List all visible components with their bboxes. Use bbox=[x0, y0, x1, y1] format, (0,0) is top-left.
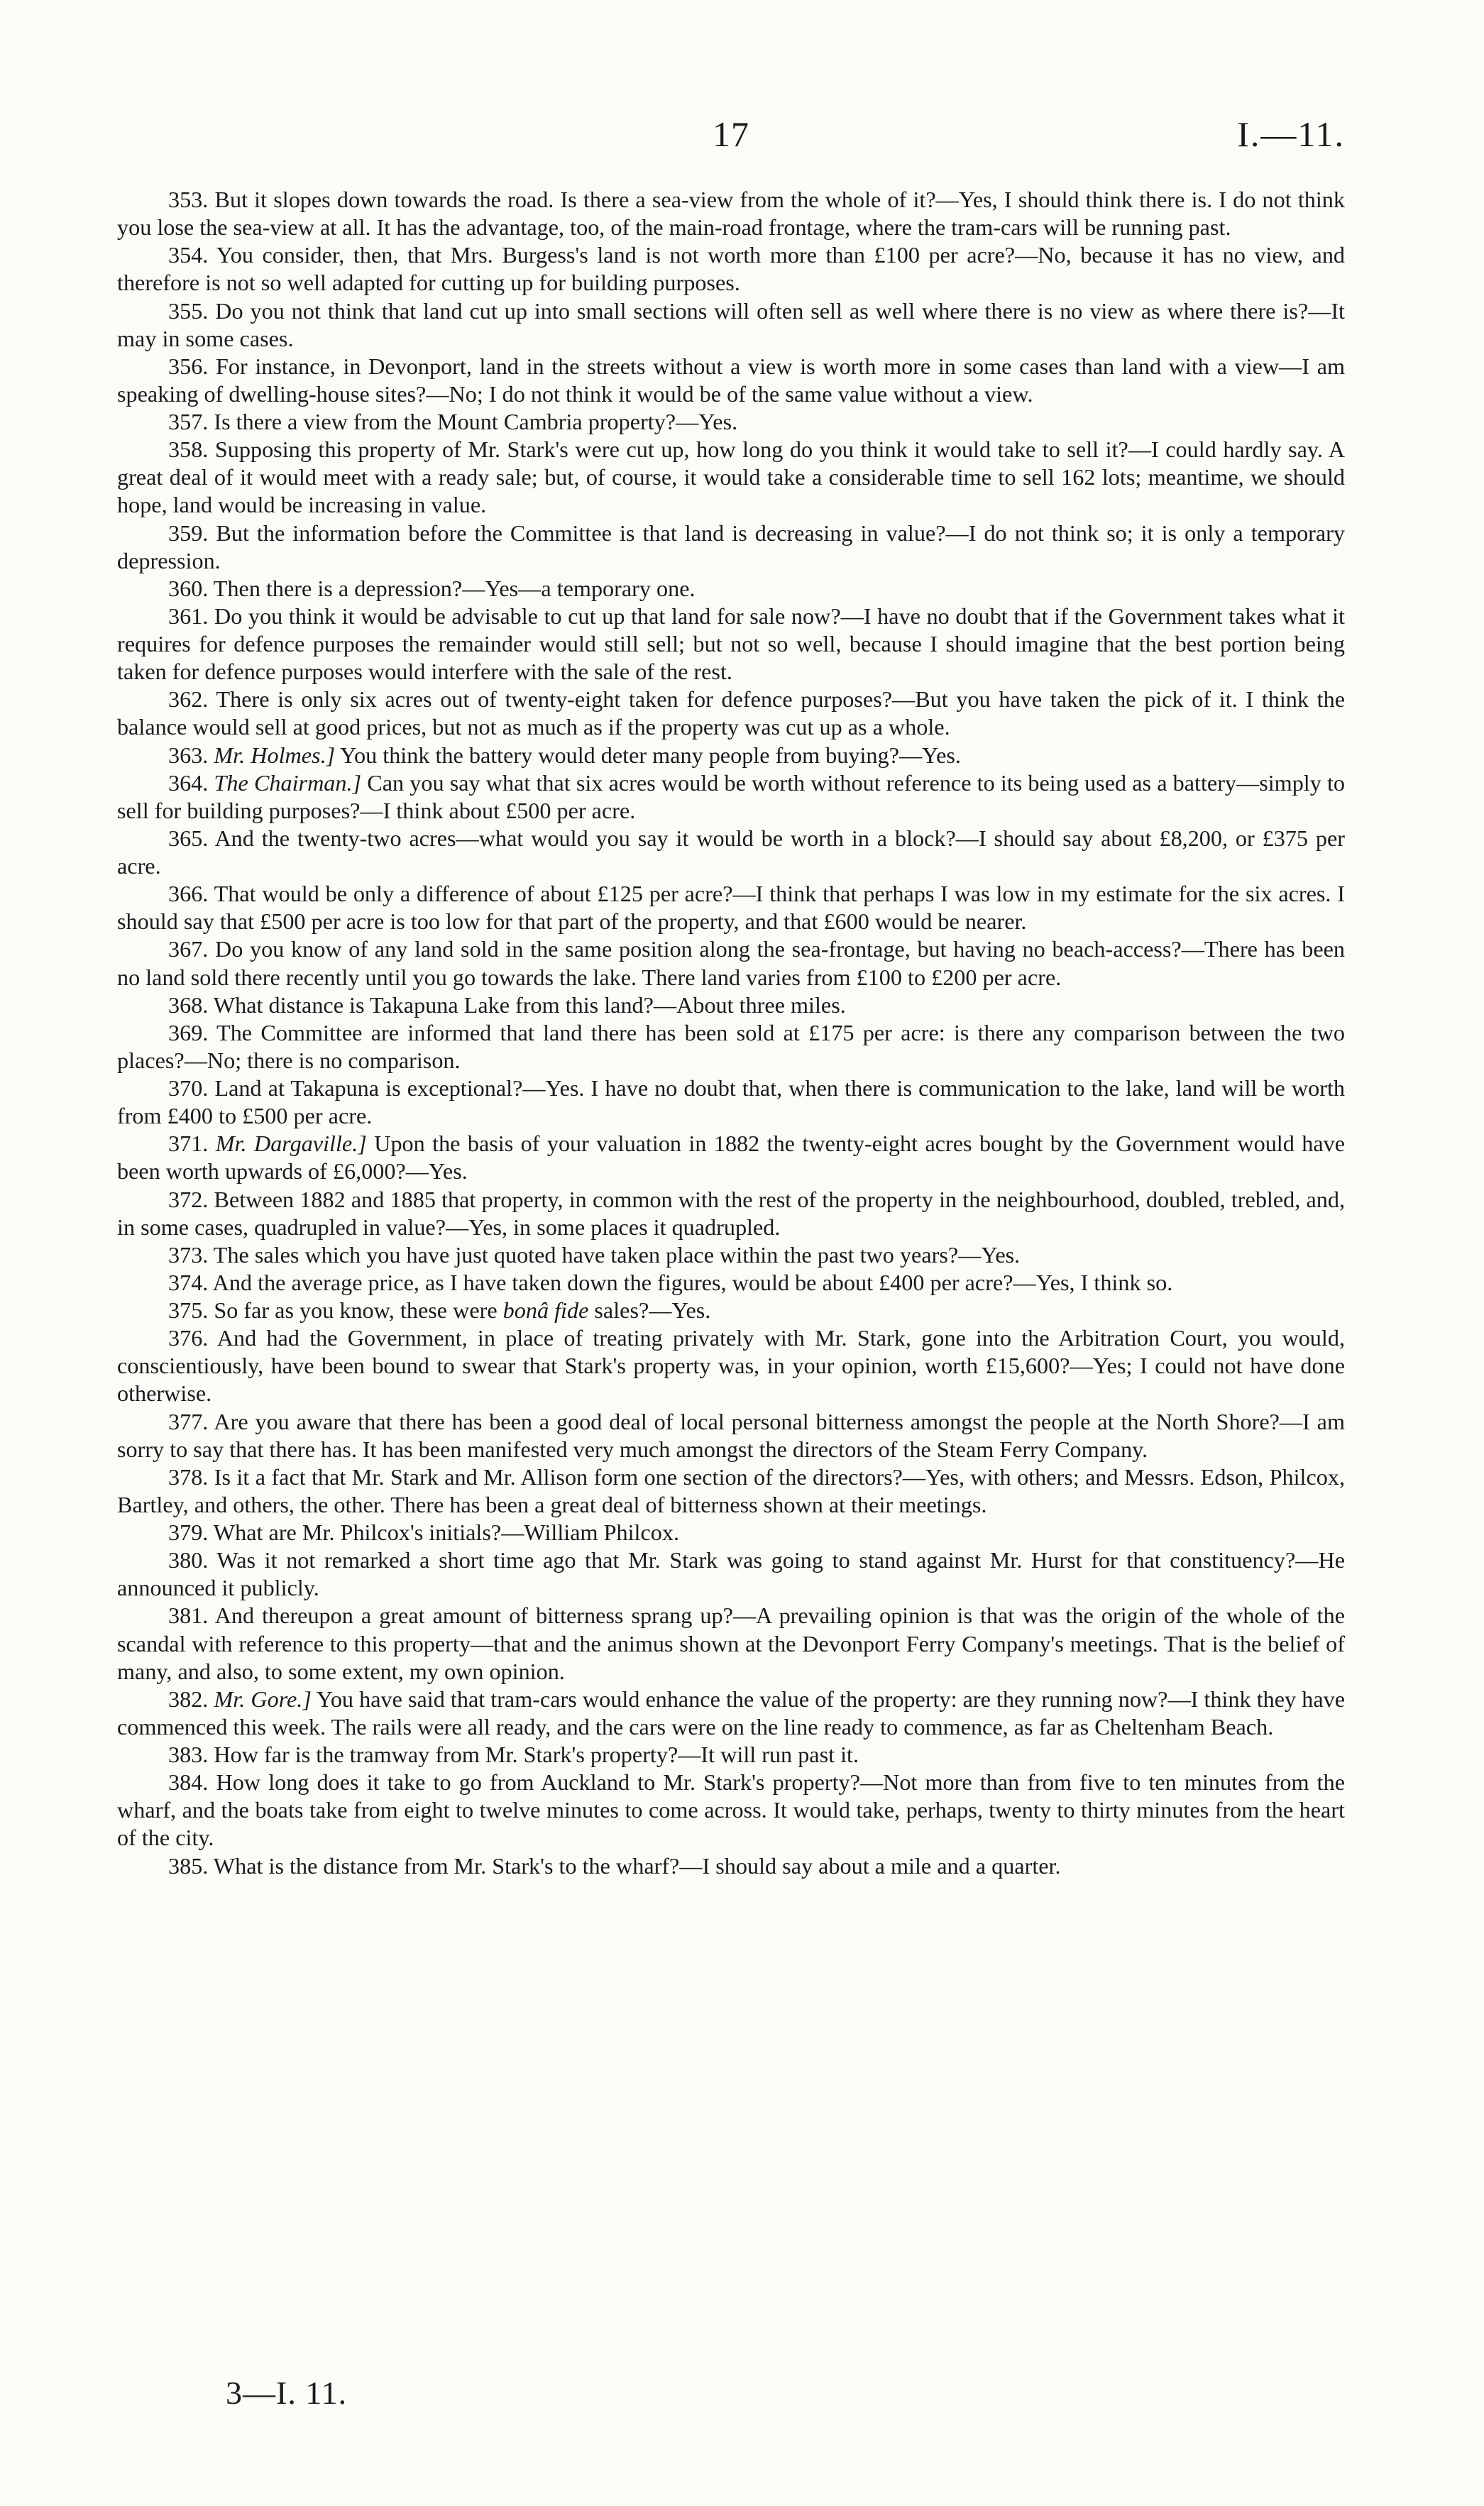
question-paragraph bbox=[117, 408, 1345, 436]
question-number: 374. bbox=[168, 1269, 209, 1295]
question-text: And thereupon a great amount of bitterness sprang up?—A prevailing opinion is that was the origin of the whole of the scandal with reference to this property—that and the animus shown at the Devonport Ferry Company's meetings. That is the belief of many, and also, to some extent, my own opinion. bbox=[117, 1603, 1345, 1684]
question-number: 363. bbox=[168, 742, 209, 768]
question-paragraph bbox=[117, 1852, 1345, 1880]
question-number: 379. bbox=[168, 1519, 209, 1545]
question-text: There is only six acres out of twenty-eight taken for defence purposes?—But you have taken the pick of it. I think the balance would sell at good prices, but not as much as if the property was cut up as a whole. bbox=[117, 686, 1345, 740]
question-text: Supposing this property of Mr. Stark's were cut up, how long do you think it would take to sell it?—I could hardly say. A great deal of it would meet with a ready sale; but, of course, it would take a considerable time to sell 162 lots; meantime, we should hope, land would be increasing in value. bbox=[117, 436, 1346, 518]
question-number: 355. bbox=[168, 297, 209, 324]
signature-mark: 3—I. 11. bbox=[226, 2375, 348, 2411]
document-reference: I.—11. bbox=[1237, 114, 1345, 154]
question-text: So far as you know, these were bonâ fide sales?—Yes. bbox=[214, 1297, 711, 1323]
question-paragraph bbox=[117, 1686, 1345, 1741]
question-text: That would be only a difference of about £125 per acre?—I think that perhaps I was low in my estimate for the six acres. I should say that £500 per acre is too low for that part of the property, and that £600 would be nearer. bbox=[117, 881, 1345, 935]
question-paragraph bbox=[117, 1019, 1345, 1075]
question-number: 362. bbox=[168, 686, 209, 713]
question-paragraph bbox=[117, 186, 1345, 241]
question-paragraph bbox=[117, 241, 1345, 297]
question-number: 376. bbox=[168, 1325, 209, 1351]
question-text: How long does it take to go from Auckland to Mr. Stark's property?—Not more than from five to ten minutes from the wharf, and the boats take from eight to twelve minutes to come across. It would take, perhaps, twenty to thirty minutes from the heart of the city. bbox=[117, 1769, 1346, 1851]
question-paragraph bbox=[117, 1602, 1345, 1685]
question-paragraph bbox=[117, 991, 1345, 1019]
question-number: 354. bbox=[168, 242, 209, 268]
question-text: Do you not think that land cut up into small sections will often sell as well where there is no view as where there is?—It may in some cases. bbox=[117, 297, 1345, 351]
question-number: 366. bbox=[168, 881, 209, 907]
question-text: Is it a fact that Mr. Stark and Mr. Allison form one section of the directors?—Yes, with others; and Messrs. Edson, Philcox, Bartley, and others, the other. There has been a great deal of bitterness shown at their meetings. bbox=[117, 1463, 1346, 1517]
question-number: 358. bbox=[168, 436, 209, 463]
question-text: And had the Government, in place of treating privately with Mr. Stark, gone into the Arbitration Court, you would, conscientiously, have been bound to swear that Stark's property was, in your opinion, worth £15,600?—Yes; I could not have done otherwise. bbox=[117, 1325, 1345, 1407]
question-text: How far is the tramway from Mr. Stark's property?—It will run past it. bbox=[214, 1742, 859, 1767]
question-number: 364. bbox=[168, 769, 209, 796]
question-paragraph bbox=[117, 297, 1345, 353]
question-number: 377. bbox=[168, 1408, 209, 1434]
question-paragraph bbox=[117, 436, 1345, 519]
question-text: The sales which you have just quoted have taken place within the past two years?—Yes. bbox=[213, 1241, 1021, 1268]
question-paragraph bbox=[117, 1769, 1345, 1852]
question-text: But the information before the Committee is that land is decreasing in value?—I do not think so; it is only a temporary depression. bbox=[117, 520, 1345, 573]
question-number: 367. bbox=[168, 936, 209, 962]
question-number: 372. bbox=[168, 1186, 209, 1212]
question-text: Do you know of any land sold in the same position along the sea-frontage, but having no beach-access?—There has been no land sold there recently until you go towards the lake. There land varies from £100 to £200 per acre. bbox=[117, 936, 1346, 990]
question-text: Can you say what that six acres would be worth without reference to its being used as a battery—simply to sell for building purposes?—I think about £500 per acre. bbox=[117, 769, 1346, 823]
question-paragraph bbox=[117, 353, 1345, 408]
speaker-name: Mr. Dargaville.] bbox=[215, 1131, 367, 1157]
question-text: What are Mr. Philcox's initials?—William Philcox. bbox=[213, 1519, 679, 1545]
question-text: What is the distance from Mr. Stark's to the wharf?—I should say about a mile and a quarter. bbox=[213, 1852, 1061, 1879]
question-text: Do you think it would be advisable to cut up that land for sale now?—I have no doubt that if the Government takes what it requires for defence purposes the remainder would still sell; but not so well, because I should imagine that the best portion being taken for defence purposes would interfere with the sale of the rest. bbox=[117, 603, 1346, 685]
speaker-name: The Chairman.] bbox=[214, 769, 362, 796]
question-text: Was it not remarked a short time ago that Mr. Stark was going to stand against Mr. Hurst for that constituency?—He announced it publicly. bbox=[117, 1547, 1345, 1601]
question-text: The Committee are informed that land there has been sold at £175 per acre: is there any comparison between the two places?—No; there is no comparison. bbox=[117, 1019, 1345, 1073]
question-number: 383. bbox=[168, 1742, 209, 1767]
question-paragraph bbox=[117, 1075, 1345, 1130]
question-number: 365. bbox=[168, 825, 209, 851]
question-text: Land at Takapuna is exceptional?—Yes. I have no doubt that, when there is communication to the lake, land will be worth from £400 to £500 per acre. bbox=[117, 1075, 1346, 1129]
page-number: 17 bbox=[713, 114, 749, 154]
question-paragraph bbox=[117, 1130, 1345, 1185]
question-number: 385. bbox=[168, 1852, 209, 1879]
question-text: For instance, in Devonport, land in the streets without a view is worth more in some cases than land with a view—I am speaking of dwelling-house sites?—No; I do not think it would be of the same value without a view. bbox=[117, 353, 1346, 407]
question-number: 353. bbox=[168, 187, 209, 212]
question-text: Upon the basis of your valuation in 1882 the twenty-eight acres bought by the Government would have been worth upwards of £6,000?—Yes. bbox=[117, 1131, 1346, 1185]
question-number: 373. bbox=[168, 1241, 209, 1268]
question-paragraph bbox=[117, 575, 1345, 603]
question-paragraph bbox=[117, 603, 1345, 686]
question-paragraph bbox=[117, 1241, 1345, 1269]
question-number: 361. bbox=[168, 603, 209, 629]
question-text: And the average price, as I have taken down the figures, would be about £400 per acre?—Yes, I think so. bbox=[212, 1269, 1173, 1295]
question-number: 380. bbox=[168, 1547, 209, 1573]
speaker-name: Mr. Gore.] bbox=[214, 1686, 312, 1712]
question-text: Between 1882 and 1885 that property, in common with the rest of the property in the neighbourhood, doubled, trebled, and, in some cases, quadrupled in value?—Yes, in some places it quadrupled. bbox=[117, 1186, 1345, 1240]
page-header bbox=[117, 114, 1345, 163]
question-text: And the twenty-two acres—what would you say it would be worth in a block?—I should say about £8,200, or £375 per acre. bbox=[117, 825, 1345, 879]
question-paragraph bbox=[117, 1519, 1345, 1546]
question-text: You have said that tram-cars would enhance the value of the property: are they running now?—I think they have commenced this week. The rails were all ready, and the cars were on the line ready to commence, as far as Cheltenham Beach. bbox=[117, 1686, 1346, 1740]
question-paragraph bbox=[117, 1463, 1345, 1519]
question-text: Are you aware that there has been a good deal of local personal bitterness amongst the people at the North Shore?—I am sorry to say that there has. It has been manifested very much amongst the directors of the Steam Ferry Company. bbox=[117, 1408, 1345, 1462]
question-number: 381. bbox=[168, 1603, 209, 1629]
question-paragraph bbox=[117, 1186, 1345, 1241]
question-paragraph bbox=[117, 935, 1345, 991]
question-number: 375. bbox=[168, 1297, 209, 1323]
question-paragraph bbox=[117, 1546, 1345, 1602]
question-number: 368. bbox=[168, 991, 209, 1018]
question-number: 382. bbox=[168, 1686, 209, 1712]
question-paragraph bbox=[117, 1324, 1345, 1407]
question-number: 356. bbox=[168, 353, 209, 379]
evidence-body bbox=[117, 186, 1345, 1880]
question-paragraph bbox=[117, 769, 1345, 825]
question-number: 378. bbox=[168, 1463, 209, 1490]
question-paragraph bbox=[117, 1408, 1345, 1463]
question-number: 369. bbox=[168, 1019, 209, 1045]
question-text: You consider, then, that Mrs. Burgess's land is not worth more than £100 per acre?—No, because it has no view, and therefore is not so well adapted for cutting up for building purposes. bbox=[117, 242, 1346, 296]
question-text: What distance is Takapuna Lake from this land?—About three miles. bbox=[213, 991, 846, 1018]
question-text: But it slopes down towards the road. Is there a sea-view from the whole of it?—Yes, I should think there is. I do not think you lose the sea-view at all. It has the advantage, too, of the main-road frontage, where the tram-cars will be running past. bbox=[117, 187, 1345, 241]
question-text: Is there a view from the Mount Cambria property?—Yes. bbox=[214, 409, 738, 434]
question-paragraph bbox=[117, 1741, 1345, 1769]
question-number: 359. bbox=[168, 520, 209, 546]
question-paragraph bbox=[117, 686, 1345, 741]
question-paragraph bbox=[117, 1297, 1345, 1324]
question-number: 371. bbox=[168, 1131, 209, 1157]
question-paragraph bbox=[117, 880, 1345, 935]
question-number: 370. bbox=[168, 1075, 209, 1101]
question-paragraph bbox=[117, 520, 1345, 575]
question-text: You think the battery would deter many people from buying?—Yes. bbox=[340, 742, 961, 768]
question-number: 360. bbox=[168, 575, 209, 601]
question-paragraph bbox=[117, 742, 1345, 769]
question-text: Then there is a depression?—Yes—a temporary one. bbox=[213, 575, 696, 601]
speaker-name: Mr. Holmes.] bbox=[214, 742, 336, 768]
question-number: 384. bbox=[168, 1769, 209, 1796]
question-number: 357. bbox=[168, 409, 209, 434]
question-paragraph bbox=[117, 825, 1345, 880]
question-paragraph bbox=[117, 1269, 1345, 1297]
